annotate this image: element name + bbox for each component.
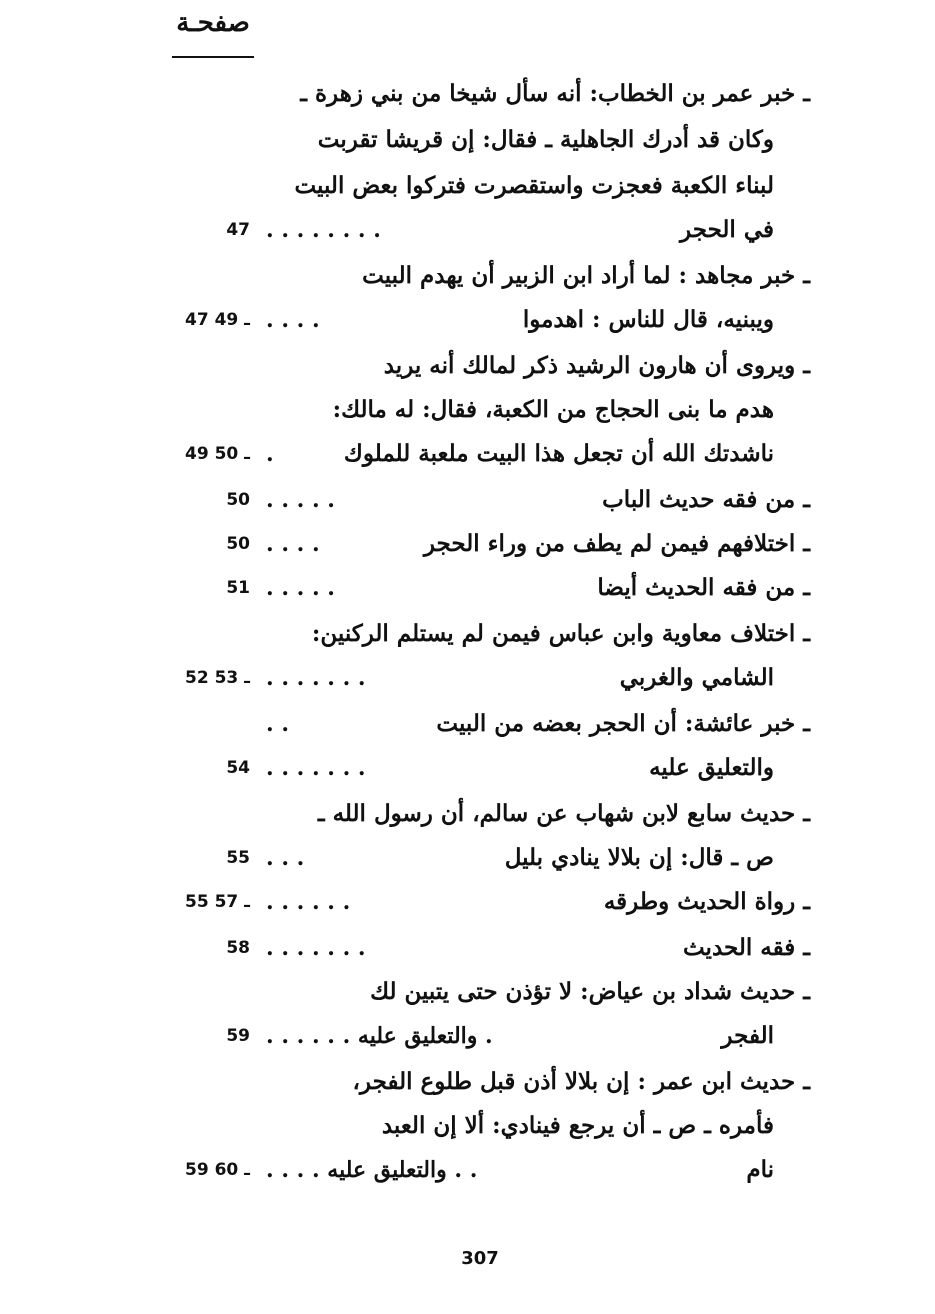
toc-page-ref: 59: [226, 1026, 250, 1046]
toc-line: [150, 746, 810, 790]
toc-page-ref: 47: [226, 220, 250, 240]
toc-page-ref: 49 ـ 50: [185, 444, 250, 464]
toc-entry-text: ـ اختلافهم فيمن لم يطف من وراء الحجر: [423, 530, 810, 557]
toc-entry-text: نام: [746, 1156, 774, 1183]
page-number: 307: [461, 1248, 499, 1269]
toc-line: [150, 612, 810, 656]
toc-leader-dots: . . . . .: [266, 487, 335, 513]
toc-page-ref: 55: [226, 848, 250, 868]
toc-entry-text: فأمره ـ ص ـ أن يرجع فينادي: ألا إن العبد: [381, 1112, 774, 1139]
toc-leader-dots: . . . . . . .: [266, 935, 366, 961]
toc-entry-text: ـ ويروى أن هارون الرشيد ذكر لمالك أنه يريد: [383, 352, 810, 379]
toc-line: [150, 1014, 810, 1058]
toc-line: [150, 118, 810, 162]
toc-entry-text: ـ حديث ابن عمر : إن بلالا أذن قبل طلوع الفجر،: [352, 1068, 810, 1095]
toc-entry-text: والتعليق عليه: [649, 754, 774, 781]
toc-line: [150, 880, 810, 924]
toc-page-ref: 50: [226, 534, 250, 554]
toc-line: [150, 970, 810, 1014]
toc-leader-dots: . . . . . . .: [266, 665, 366, 691]
toc-entry-text: ويبنيه، قال للناس : اهدموا: [522, 306, 774, 333]
toc-leader-dots: . . .: [266, 845, 305, 871]
toc-entry-text: هدم ما بنى الحجاج من الكعبة، فقال: له مالك:: [332, 396, 774, 423]
toc-line: [150, 344, 810, 388]
toc-page-ref: 52 ـ 53: [185, 668, 250, 688]
toc-entry-text: ـ خبر عائشة: أن الحجر بعضه من البيت: [436, 710, 810, 737]
toc-entry-text: لبناء الكعبة فعجزت واستقصرت فتركوا بعض البيت: [294, 172, 774, 199]
toc-entry-text: ـ حديث سابع لابن شهاب عن سالم، أن رسول الله ـ: [317, 800, 810, 827]
toc-line: [150, 926, 810, 970]
toc-entry-text: ـ خبر مجاهد : لما أراد ابن الزبير أن يهدم البيت: [362, 262, 810, 289]
header-underline: [172, 56, 254, 58]
toc-line: [150, 388, 810, 432]
toc-entry-text: في الحجر: [680, 216, 774, 243]
toc-entry-text: ص ـ قال: إن بلالا ينادي بليل: [504, 844, 774, 871]
toc-line: [150, 72, 810, 116]
toc-line: [150, 836, 810, 880]
toc-leader-dots: . . . . . . . .: [266, 217, 381, 243]
toc-leader-dots: . . . . . .: [266, 889, 351, 915]
toc-leader-dots: . . . .: [266, 307, 320, 333]
toc-entry-text: ـ من فقه الحديث أيضا: [597, 574, 810, 601]
toc-leader-dots: . . . . .: [266, 575, 335, 601]
toc-leader-dots: . . . .: [266, 531, 320, 557]
toc-line: [150, 164, 810, 208]
toc-line: [150, 1060, 810, 1104]
toc-line: [150, 566, 810, 610]
toc-entry-text: وكان قد أدرك الجاهلية ـ فقال: إن قريشا تقربت: [317, 126, 774, 153]
toc-line: [150, 478, 810, 522]
toc-page-ref: 59 ـ 60: [185, 1160, 250, 1180]
toc-line: [150, 208, 810, 252]
toc-leader-dots: .: [266, 441, 274, 467]
toc-leader-dots: . .: [266, 711, 289, 737]
toc-line: [150, 298, 810, 342]
toc-entry-text: ـ من فقه حديث الباب: [602, 486, 810, 513]
toc-entry-text: ناشدتك الله أن تجعل هذا البيت ملعبة للملوك: [343, 440, 774, 467]
toc-line: [150, 656, 810, 700]
toc-leader-dots: . . . . . . .: [266, 755, 366, 781]
toc-entry-text: ـ اختلاف معاوية وابن عباس فيمن لم يستلم الركنين:: [311, 620, 810, 647]
toc-entry-text: الشامي والغربي: [619, 664, 774, 691]
toc-leader-dots: . . . . . . والتعليق عليه .: [266, 1023, 493, 1049]
toc-entry-text: الفجر: [721, 1022, 774, 1049]
toc-line: [150, 1148, 810, 1192]
toc-leader-dots: . . . . والتعليق عليه . .: [266, 1157, 478, 1183]
toc-line: [150, 702, 810, 746]
toc-line: [150, 254, 810, 298]
toc-line: [150, 1104, 810, 1148]
toc-entry-text: ـ فقه الحديث: [682, 934, 810, 961]
toc-page-ref: 50: [226, 490, 250, 510]
toc-page-ref: 55 ـ 57: [185, 892, 250, 912]
toc-page-ref: 47 ـ 49: [185, 310, 250, 330]
column-header-page: صفحـة: [176, 8, 250, 38]
toc-entry-text: ـ رواة الحديث وطرقه: [603, 888, 810, 915]
toc-entry-text: ـ حديث شداد بن عياض: لا تؤذن حتى يتبين لك: [370, 978, 810, 1005]
toc-line: [150, 522, 810, 566]
toc-page-ref: 51: [226, 578, 250, 598]
toc-entry-text: ـ خبر عمر بن الخطاب: أنه سأل شيخا من بني زهرة ـ: [300, 80, 810, 107]
toc-page-ref: 58: [226, 938, 250, 958]
toc-line: [150, 792, 810, 836]
toc-line: [150, 432, 810, 476]
toc-page-ref: 54: [226, 758, 250, 778]
